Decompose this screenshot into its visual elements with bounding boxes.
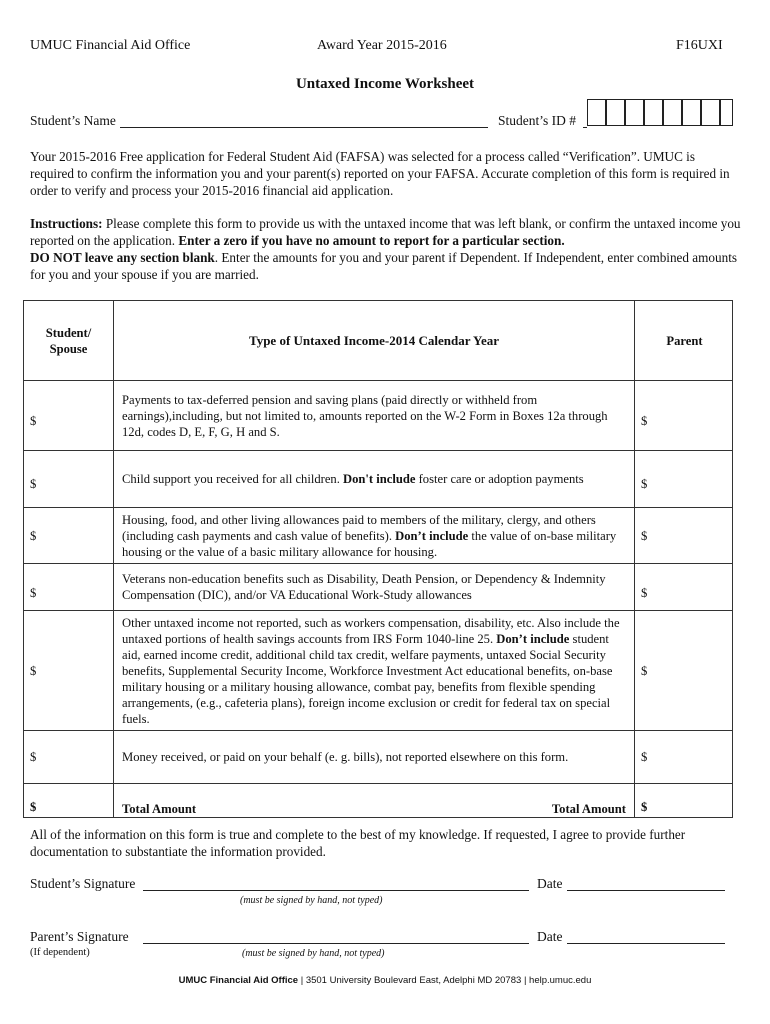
student-amount-cell[interactable]: $ bbox=[24, 451, 114, 508]
total-label-cell bbox=[114, 784, 635, 818]
student-id-label: Student’s ID # bbox=[498, 113, 577, 128]
parent-amount-cell[interactable]: $ bbox=[635, 611, 733, 731]
total-label-right: Total Amount bbox=[551, 802, 626, 816]
student-date-field[interactable] bbox=[567, 890, 725, 891]
parent-amount-cell[interactable]: $ bbox=[635, 508, 733, 564]
student-amount-cell[interactable]: $ bbox=[24, 731, 114, 784]
income-description: Payments to tax-deferred pension and saving plans (paid directly or withheld from earnings),including, but not limited to, amounts reported on the W-2 Form in Boxes 12a through 12d, codes D, E, F, G, H and S. bbox=[114, 381, 635, 451]
table-row bbox=[24, 451, 733, 508]
student-amount-cell[interactable]: $ bbox=[24, 508, 114, 564]
instructions-label: Instructions: bbox=[30, 216, 103, 231]
table-row bbox=[24, 508, 733, 564]
col-parent: Parent bbox=[635, 301, 733, 381]
parent-date-field[interactable] bbox=[567, 943, 725, 944]
income-description: Other untaxed income not reported, such as workers compensation, disability, etc. Also include the untaxed portions of health savings accounts from IRS Form 1040-line 25. Don’t include student aid, earned income credit, additional child tax credit, welfare payments, untaxed Social Security benefits, Supplemental Security Income, Workforce Investment Act educational benefits, on-base military housing or a military housing allowance, combat pay, benefits from flexible spending arrangements, (e.g., cafeteria plans), foreign income exclusion or credit for federal tax on special fuels. bbox=[114, 611, 635, 731]
page-title: Untaxed Income Worksheet bbox=[295, 76, 475, 92]
parent-amount-cell[interactable]: $ bbox=[635, 381, 733, 451]
income-description: Housing, food, and other living allowances paid to members of the military, clergy, and others (including cash payments and cash value of benefits). Don’t include the value of on-base military housing or the value of a basic military allowance for housing. bbox=[114, 508, 635, 564]
student-name-label: Student’s Name bbox=[30, 113, 116, 128]
table-row bbox=[24, 611, 733, 731]
col-student-spouse: Student/ Spouse bbox=[24, 301, 114, 381]
student-signed-note: (must be signed by hand, not typed) bbox=[240, 895, 383, 906]
footer: UMUC Financial Aid Office | 3501 University Boulevard East, Adelphi MD 20783 | help.umuc.edu bbox=[178, 975, 592, 986]
untaxed-income-table bbox=[23, 300, 733, 818]
parent-amount-cell[interactable]: $ bbox=[635, 564, 733, 611]
if-dependent-note: (If dependent) bbox=[30, 947, 90, 958]
footer-website[interactable]: help.umuc.edu bbox=[529, 975, 592, 986]
table-row bbox=[24, 564, 733, 611]
student-date-label: Date bbox=[537, 876, 563, 891]
student-amount-cell[interactable]: $ bbox=[24, 611, 114, 731]
student-name-field[interactable] bbox=[120, 127, 488, 128]
parent-amount-cell[interactable]: $ bbox=[635, 731, 733, 784]
table-row bbox=[24, 731, 733, 784]
instructions-paragraph: Instructions: Please complete this form to provide us with the untaxed income that was left blank, or confirm the untaxed income you reported on the application. Enter a zero if you have no amount to report for a particular section. DO NOT leave any section blank. Enter the amounts for you and your parent if Dependent. If Independent, enter combined amounts for you and your spouse if you are married. bbox=[30, 216, 741, 282]
income-description: Child support you received for all children. Don't include foster care or adoption payments bbox=[114, 451, 635, 508]
col-income-type: Type of Untaxed Income-2014 Calendar Year bbox=[114, 301, 635, 381]
table-row bbox=[24, 381, 733, 451]
footer-address: 3501 University Boulevard East, Adelphi MD 20783 bbox=[305, 975, 522, 986]
income-description: Veterans non-education benefits such as Disability, Death Pension, or Dependency & Indemnity Compensation (DIC), and/or VA Educational Work-Study allowances bbox=[114, 564, 635, 611]
zero-note: Enter a zero if you have no amount to report for a particular section. bbox=[178, 233, 565, 248]
student-total-cell[interactable]: $ bbox=[24, 784, 114, 818]
income-description: Money received, or paid on your behalf (e. g. bills), not reported elsewhere on this form. bbox=[114, 731, 635, 784]
table-header-row bbox=[24, 301, 733, 381]
form-code: F16UXI bbox=[676, 38, 723, 53]
total-label-left: Total Amount bbox=[122, 802, 197, 816]
student-id-underline bbox=[583, 127, 587, 128]
certification-text: All of the information on this form is true and complete to the best of my knowledge. If requested, I agree to provide further documentation to substantiate the information provided. bbox=[30, 827, 686, 859]
parent-signed-note: (must be signed by hand, not typed) bbox=[242, 948, 385, 959]
award-year: Award Year 2015-2016 bbox=[317, 38, 447, 53]
student-amount-cell[interactable]: $ bbox=[24, 564, 114, 611]
intro-paragraph: Your 2015-2016 Free application for Federal Student Aid (FAFSA) was selected for a process called “Verification”. UMUC is required to confirm the information you and your parent(s) reported on your FAFSA. Accurate completion of this form is required in order to verify and process your 2015-2016 financial aid application. bbox=[30, 149, 730, 198]
student-signature-label: Student’s Signature bbox=[30, 876, 136, 891]
parent-date-label: Date bbox=[537, 929, 563, 944]
parent-signature-label: Parent’s Signature bbox=[30, 929, 129, 944]
parent-amount-cell[interactable]: $ bbox=[635, 451, 733, 508]
footer-separator: | bbox=[300, 975, 304, 986]
footer-office: UMUC Financial Aid Office bbox=[178, 975, 299, 986]
parent-signature-field[interactable] bbox=[143, 943, 529, 944]
parent-total-cell[interactable]: $ bbox=[635, 784, 733, 818]
student-signature-field[interactable] bbox=[143, 890, 529, 891]
office-name: UMUC Financial Aid Office bbox=[30, 38, 191, 53]
total-row bbox=[24, 784, 733, 818]
no-blank-note: DO NOT leave any section blank bbox=[30, 250, 215, 265]
student-amount-cell[interactable]: $ bbox=[24, 381, 114, 451]
